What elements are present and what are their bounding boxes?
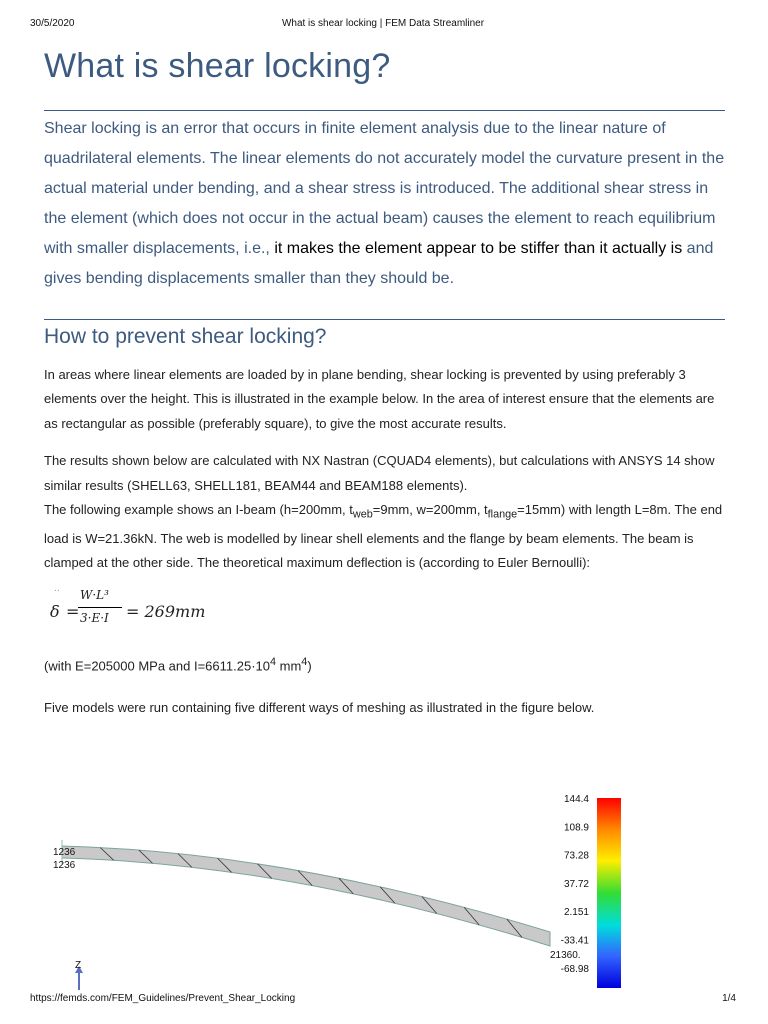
section-title: How to prevent shear locking? xyxy=(44,325,327,348)
lead-text-part2: and gives bending displacements smaller than they should be. xyxy=(44,240,714,287)
node-label-tip: 21360. xyxy=(550,950,581,961)
formula-denominator: 3·E·I xyxy=(80,610,109,625)
color-scale-label: 108.9 xyxy=(563,822,589,834)
formula-numerator: W·L³ xyxy=(80,587,109,602)
fem-beam-figure xyxy=(40,790,680,990)
formula-equals: = xyxy=(66,601,80,621)
formula-fraction-bar xyxy=(78,607,122,608)
lead-text-part1: Shear locking is an error that occurs in finite element analysis due to the linear nature of quadrilateral elements. The linear elements do not accurately model the curvature present in the actual material under bending, and a shear stress is introduced. The additional shear stress in the element (which does not occur in the actual beam) causes the element to reach equilibrium with smaller displacements, i.e., xyxy=(44,120,725,257)
print-header xyxy=(30,18,736,32)
print-page-title: What is shear locking | FEM Data Streamliner xyxy=(281,18,485,29)
note-superscript-2: 4 xyxy=(301,655,308,668)
deformed-beam xyxy=(62,846,550,946)
subscript-flange: flange xyxy=(487,508,518,521)
z-axis-label: Z xyxy=(75,960,82,971)
formula-dots: .. xyxy=(54,583,60,594)
note-superscript-1: 4 xyxy=(269,655,277,668)
print-url: https://femds.com/FEM_Guidelines/Prevent_Shear_Locking xyxy=(30,993,296,1004)
color-scale-bar xyxy=(597,798,621,988)
note-text-c: ) xyxy=(307,658,312,674)
example-text-b: =9mm, w=200mm, t xyxy=(372,502,488,518)
color-scale-label: 37.72 xyxy=(563,878,589,890)
example-results-text: The results shown below are calculated with NX Nastran (CQUAD4 elements), but calculations with ANSYS 14 show similar results (SHELL63, SHELL181, BEAM44 and BEAM188 elements). xyxy=(44,453,715,493)
color-scale-labels xyxy=(561,794,590,975)
node-label-top: 1236 xyxy=(53,847,76,858)
beam-deflection-plot xyxy=(40,790,680,990)
paragraph-material-note xyxy=(44,650,725,679)
color-scale-label: 73.28 xyxy=(563,850,589,862)
lead-emphasis: it makes the element appear to be stiffer than it actually is xyxy=(274,240,683,257)
node-label-bottom: 1236 xyxy=(53,860,76,871)
note-text-b: mm xyxy=(276,658,302,674)
title-divider xyxy=(44,110,725,111)
color-scale-label: 2.151 xyxy=(563,907,589,919)
note-text-a: (with E=205000 MPa and I=6611.25·10 xyxy=(44,658,270,674)
color-scale-label: -33.41 xyxy=(560,935,589,947)
print-date: 30/5/2020 xyxy=(30,18,75,29)
print-footer xyxy=(30,993,736,1007)
page-title: What is shear locking? xyxy=(44,47,391,85)
article-content xyxy=(44,44,725,720)
example-text-c: =15mm) with length L=8m. The end load is W=21.36kN. The web is modelled by linear shell elements and the flange by beam elements. The beam is clamped at the other side. The theoretical maximum deflection is (according to Euler Bernoulli): xyxy=(44,502,723,571)
deflection-formula xyxy=(44,583,725,640)
color-scale-label: 144.4 xyxy=(563,794,589,805)
section-divider xyxy=(44,319,725,320)
example-text-a: The following example shows an I-beam (h=200mm, t xyxy=(44,502,353,518)
formula-result: = 269mm xyxy=(126,601,206,621)
print-page-number: 1/4 xyxy=(722,993,736,1004)
paragraph-models: Five models were run containing five different ways of meshing as illustrated in the figure below. xyxy=(44,699,595,715)
subscript-web: web xyxy=(352,508,373,521)
lead-paragraph xyxy=(44,114,725,294)
color-scale-label: -68.98 xyxy=(560,963,589,975)
paragraph-example xyxy=(44,449,725,576)
formula-delta: δ xyxy=(50,601,60,621)
paragraph-mesh-advice: In areas where linear elements are loaded by in plane bending, shear locking is prevented by using preferably 3 elements over the height. This is illustrated in the example below. In the area of interest ensure that the elements are as rectangular as possible (preferably square), to give the most accurate results. xyxy=(44,367,715,431)
